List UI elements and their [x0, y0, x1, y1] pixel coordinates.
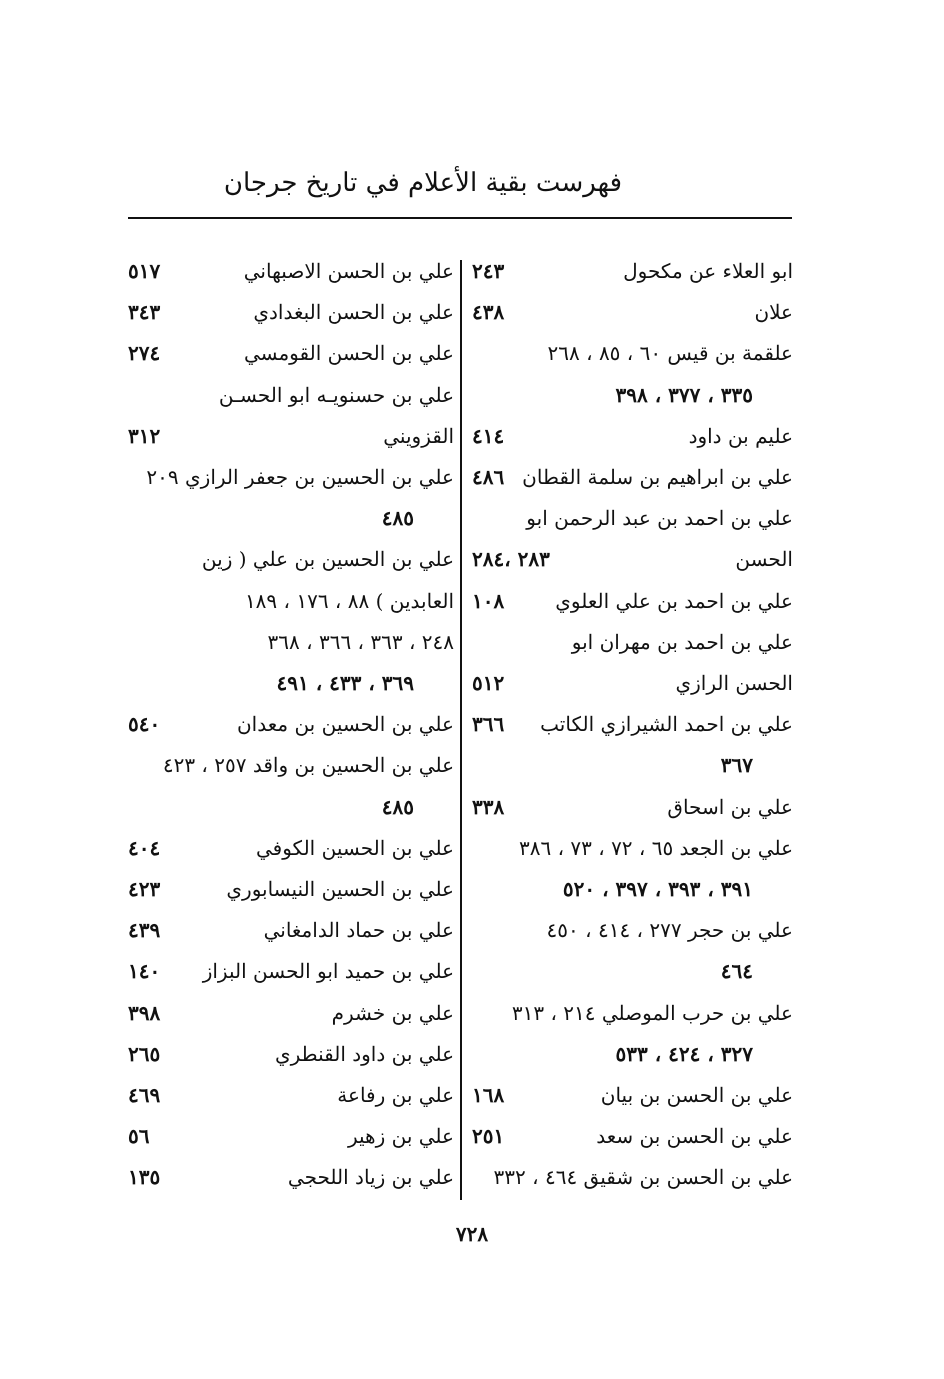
entry-page-numbers: ٤٨٦: [472, 465, 505, 489]
entry-page-numbers: ٢٦٥: [128, 1041, 161, 1066]
index-entry: [124, 1074, 454, 1116]
index-entry: [468, 744, 793, 786]
entry-name: علي بن الحسن الاصبهاني: [243, 259, 454, 283]
entry-page-numbers: ٣٣٨: [472, 794, 505, 819]
page-header: [128, 168, 792, 218]
entry-name: ابو العلاء عن مكحول: [623, 259, 793, 283]
entry-page-numbers: ١٣٥: [128, 1165, 161, 1190]
index-entry: [124, 950, 454, 992]
entry-name: علي بن الحسن بن شقيق ٤٦٤ ، ٣٣٢: [493, 1165, 793, 1190]
entry-name: علي بن الجعد ٦٥ ، ٧٢ ، ٧٣ ، ٣٨٦: [519, 835, 793, 860]
index-entry: [468, 786, 793, 828]
index-entry: [124, 744, 454, 786]
index-entry: [468, 332, 793, 374]
index-entry: [468, 1033, 793, 1075]
index-entry: [124, 374, 454, 416]
index-entry: [468, 827, 793, 869]
index-entry: [124, 456, 454, 498]
index-entry: [124, 662, 454, 704]
entry-page-numbers: ٣٣٥ ، ٣٧٧ ، ٣٩٨: [615, 382, 753, 407]
entry-page-numbers: ٣٤٣: [128, 300, 161, 325]
header-rule: [128, 217, 792, 219]
entry-name: عليم بن داود: [688, 423, 793, 448]
entry-page-numbers: ٣١٢: [128, 423, 161, 448]
entry-name: علي بن حسنويـه ابو الحسـن: [218, 382, 454, 407]
index-entry: [468, 909, 793, 951]
index-entry: [124, 909, 454, 951]
index-entry: [124, 332, 454, 374]
entry-page-numbers: ٤٢٣: [128, 877, 161, 901]
entry-page-numbers: ٣٦٦: [472, 712, 505, 737]
entry-page-numbers: ٢٧٤: [128, 341, 161, 366]
index-entry: [468, 250, 793, 292]
entry-page-numbers: ٤٠٤: [128, 835, 161, 860]
index-entry: [468, 662, 793, 704]
entry-page-numbers: ٢٥١: [472, 1124, 505, 1149]
entry-name: علان: [754, 300, 793, 325]
entry-page-numbers: ١٤٠: [128, 959, 161, 984]
entry-name: علي بن رفاعة: [337, 1083, 454, 1107]
index-entry: [124, 703, 454, 745]
entry-name: علي بن داود القنطري: [274, 1041, 454, 1066]
entry-name: علي بن الحسين بن علي ( زين: [201, 547, 454, 572]
entry-name: علي بن الحسين بن جعفر الرازي ٢٠٩: [146, 465, 454, 489]
entry-name: علقمة بن قيس ٦٠ ، ٨٥ ، ٢٦٨: [547, 341, 793, 366]
index-entry: [468, 538, 793, 580]
entry-name: علي بن حجر ٢٧٧ ، ٤١٤ ، ٤٥٠: [546, 918, 793, 943]
page-number: ٧٢٨: [455, 1222, 489, 1246]
column-divider: [460, 260, 462, 1200]
index-entry: [468, 621, 793, 663]
entry-name: علي بن اسحاق: [667, 794, 793, 819]
entry-name: علي بن الحسين الكوفي: [255, 835, 454, 860]
index-entry: [468, 580, 793, 622]
index-entry: [468, 950, 793, 992]
index-entry: [124, 1115, 454, 1157]
index-entry: [468, 992, 793, 1034]
entry-page-numbers: ٢٨٣ ،٢٨٤: [472, 547, 550, 572]
entry-page-numbers: ٥٦: [128, 1124, 150, 1149]
entry-name: علي بن حرب الموصلي ٢١٤ ، ٣١٣: [511, 1000, 793, 1025]
index-column-left: [124, 250, 454, 1198]
entry-name: علي بن احمد بن علي العلوي: [555, 588, 793, 613]
index-entry: [124, 1156, 454, 1198]
entry-page-numbers: ٢٤٣: [472, 259, 505, 283]
index-entry: [124, 415, 454, 457]
entry-name: علي بن زياد اللحجي: [287, 1165, 454, 1190]
entry-page-numbers: ٣٩١ ، ٣٩٣ ، ٣٩٧ ، ٥٢٠: [562, 877, 753, 901]
entry-name: الحسن: [735, 547, 793, 572]
index-entry: [468, 497, 793, 539]
entry-page-numbers: ٤١٤: [472, 423, 505, 448]
index-entry: [124, 291, 454, 333]
entry-name: علي بن احمد بن مهران ابو: [571, 629, 793, 654]
entry-name: علي بن الحسن بن سعد: [596, 1124, 793, 1149]
entry-name: علي بن الحسين بن واقد ٢٥٧ ، ٤٢٣: [162, 753, 454, 778]
index-entry: [124, 250, 454, 292]
entry-page-numbers: ١٠٨: [472, 588, 505, 613]
index-entry: [468, 1074, 793, 1116]
entry-page-numbers: ٣٦٩ ، ٤٣٣ ، ٤٩١: [276, 671, 414, 695]
index-entry: [468, 868, 793, 910]
entry-name: القزويني: [383, 423, 454, 448]
index-entry: [468, 374, 793, 416]
index-entry: [124, 621, 454, 663]
entry-name: علي بن خشرم: [331, 1000, 454, 1025]
index-entry: [124, 497, 454, 539]
index-entry: [124, 538, 454, 580]
entry-name: علي بن الحسن القومسي: [243, 341, 454, 366]
index-entry: [468, 703, 793, 745]
index-entry: [124, 1033, 454, 1075]
entry-page-numbers: ٤٨٥: [381, 506, 414, 531]
entry-name: علي بن حميد ابو الحسن البزاز: [202, 959, 454, 984]
entry-name: علي بن الحسن بن بيان: [600, 1083, 793, 1107]
entry-name: علي بن الحسن البغدادي: [253, 300, 454, 325]
entry-page-numbers: ٤٨٥: [381, 794, 414, 819]
entry-page-numbers: ٣٦٧: [720, 753, 753, 778]
index-entry: [124, 868, 454, 910]
entry-page-numbers: ٣٩٨: [128, 1000, 161, 1025]
entry-name: الحسن الرازي: [675, 671, 793, 695]
entry-name: علي بن ابراهيم بن سلمة القطان: [522, 465, 793, 489]
index-entry: [468, 1115, 793, 1157]
entry-page-numbers: ٥١٧: [128, 259, 161, 283]
entry-name: علي بن الحسين بن معدان: [236, 712, 454, 737]
index-entry: [124, 827, 454, 869]
index-entry: [468, 291, 793, 333]
entry-page-numbers: ٤٦٩: [128, 1083, 161, 1107]
entry-name: علي بن احمد الشيرازي الكاتب: [540, 712, 793, 737]
index-column-right: [468, 250, 793, 1198]
entry-page-numbers: ٤٣٩: [128, 918, 161, 943]
index-entry: [468, 456, 793, 498]
entry-page-numbers: ٥١٢: [472, 671, 505, 695]
index-entry: [468, 415, 793, 457]
entry-name: علي بن احمد بن عبد الرحمن ابو: [526, 506, 793, 531]
entry-page-numbers: ٥٤٠: [128, 712, 161, 737]
entry-name: علي بن الحسين النيسابوري: [226, 877, 454, 901]
entry-name: ٢٤٨ ، ٣٦٣ ، ٣٦٦ ، ٣٦٨: [267, 629, 454, 654]
index-entry: [124, 992, 454, 1034]
index-entry: [468, 1156, 793, 1198]
entry-name: العابدين ) ٨٨ ، ١٧٦ ، ١٨٩: [244, 588, 454, 613]
entry-page-numbers: ٣٢٧ ، ٤٢٤ ، ٥٣٣: [615, 1041, 753, 1066]
entry-name: علي بن حماد الدامغاني: [263, 918, 454, 943]
entry-name: علي بن زهير: [347, 1124, 454, 1149]
entry-page-numbers: ١٦٨: [472, 1083, 505, 1107]
entry-page-numbers: ٤٣٨: [472, 300, 505, 325]
entry-page-numbers: ٤٦٤: [720, 959, 753, 984]
index-entry: [124, 580, 454, 622]
index-entry: [124, 786, 454, 828]
running-title: فهرست بقية الأعلام في تاريخ جرجان: [223, 168, 622, 198]
